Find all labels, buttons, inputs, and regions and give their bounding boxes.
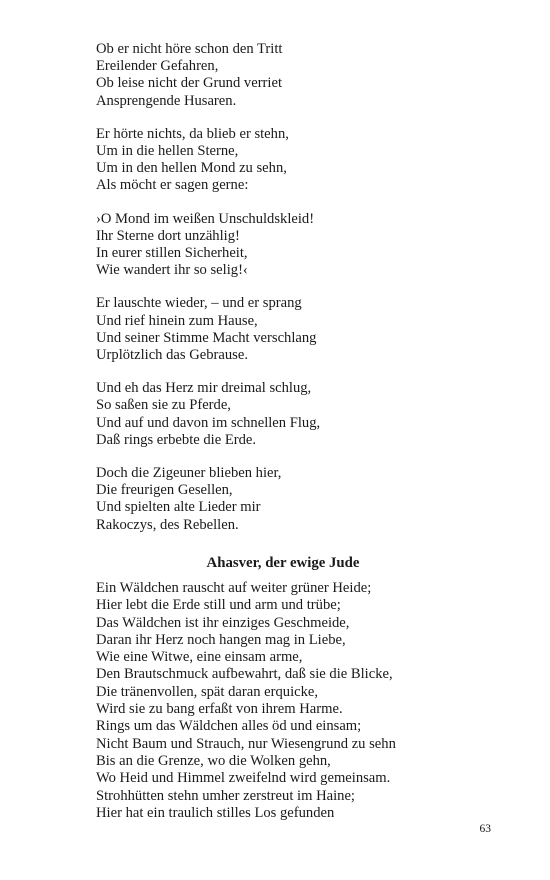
verse-line: Nicht Baum und Strauch, nur Wiesengrund zu sehn: [96, 735, 396, 752]
verse-line: Ob er nicht höre schon den Tritt: [96, 41, 283, 57]
verse-line: Als möcht er sagen gerne:: [96, 177, 249, 194]
verse-line: Die freurigen Gesellen,: [96, 482, 233, 499]
verse-line: Hier lebt die Erde still und arm und trübe;: [96, 597, 341, 614]
verse-line: Daß rings erbebte die Erde.: [96, 431, 257, 448]
verse-line: Ihr Sterne dort unzählig!: [96, 227, 240, 244]
verse-line: So saßen sie zu Pferde,: [96, 397, 231, 414]
verse-line: Daran ihr Herz noch hangen mag in Liebe,: [96, 631, 346, 648]
verse-line: Doch die Zigeuner blieben hier,: [96, 465, 282, 482]
stanza: [96, 380, 516, 449]
verse-line: Den Brautschmuck aufbewahrt, daß sie die Blicke,: [96, 666, 393, 683]
verse-line: Bis an die Grenze, wo die Wolken gehn,: [96, 752, 331, 769]
verse-line: Hier hat ein traulich stilles Los gefunden: [96, 804, 335, 821]
stanza: [96, 211, 516, 280]
verse-line: Er hörte nichts, da blieb er stehn,: [96, 125, 289, 142]
verse-line: Und spielten alte Lieder mir: [96, 499, 261, 516]
verse-line: Wie wandert ihr so selig!‹: [96, 262, 248, 279]
verse-line: Das Wäldchen ist ihr einziges Geschmeide,: [96, 614, 350, 631]
stanza: [96, 465, 516, 534]
stanza: [96, 41, 516, 110]
stanza: [96, 295, 516, 364]
verse-line: In eurer stillen Sicherheit,: [96, 245, 248, 262]
verse-line: Rakoczys, des Rebellen.: [96, 516, 239, 533]
verse-line: Und eh das Herz mir dreimal schlug,: [96, 380, 312, 397]
verse-line: Ereilender Gefahren,: [96, 58, 219, 75]
verse-line: Und auf und davon im schnellen Flug,: [96, 414, 321, 431]
verse-line: Rings um das Wäldchen alles öd und einsam;: [96, 718, 362, 735]
verse-line: ›O Mond im weißen Unschuldskleid!: [96, 210, 315, 227]
verse-line: Die tränenvollen, spät daran erquicke,: [96, 683, 319, 700]
verse-line: Er lauschte wieder, – und er sprang: [96, 295, 302, 312]
verse-line: Und rief hinein zum Hause,: [96, 312, 258, 329]
verse-line: Wie eine Witwe, eine einsam arme,: [96, 649, 303, 666]
verse-line: Ein Wäldchen rauscht auf weiter grüner Heide;: [96, 580, 372, 596]
verse-line: Wo Heid und Himmel zweifelnd wird gemeinsam.: [96, 770, 391, 787]
poem-ahasver: [96, 580, 516, 822]
poem-title: Ahasver, der ewige Jude: [206, 555, 360, 571]
poem-continuation: [96, 41, 516, 550]
verse-line: Strohhütten stehn umher zerstreut im Haine;: [96, 787, 355, 804]
verse-line: Ob leise nicht der Grund verriet: [96, 75, 283, 92]
verse-line: Und seiner Stimme Macht verschlang: [96, 329, 317, 346]
verse-line: Wird sie zu bang erfaßt von ihrem Harme.: [96, 701, 343, 718]
verse-line: Um in den hellen Mond zu sehn,: [96, 160, 287, 177]
page-number: 63: [479, 823, 491, 835]
stanza: [96, 126, 516, 195]
verse-line: Um in die hellen Sterne,: [96, 143, 239, 160]
verse-line: Ansprengende Husaren.: [96, 92, 237, 109]
verse-line: Urplötzlich das Gebrause.: [96, 347, 248, 364]
